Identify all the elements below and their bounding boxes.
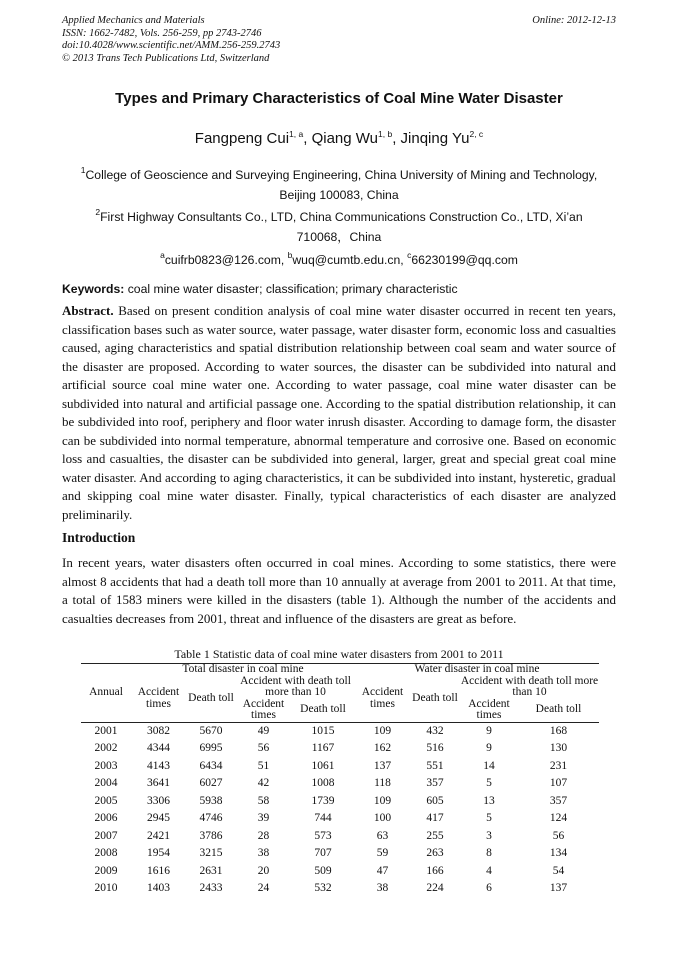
affiliation-sup: 1 bbox=[80, 165, 86, 175]
table-cell: 54 bbox=[552, 864, 565, 877]
table-row bbox=[81, 880, 599, 898]
online-date: Online: 2012-12-13 bbox=[532, 15, 616, 26]
table-cell: 1616 bbox=[147, 864, 170, 877]
table-cell: 432 bbox=[426, 724, 444, 737]
annual-header: Annual bbox=[89, 686, 123, 698]
table-body bbox=[81, 722, 599, 898]
table-cell: 6027 bbox=[199, 777, 223, 789]
accident-times-header: Accident times bbox=[468, 697, 510, 721]
keywords bbox=[62, 279, 616, 299]
year-cell: 2010 bbox=[94, 882, 118, 894]
table-cell: 1015 bbox=[311, 724, 335, 737]
table-cell: 573 bbox=[314, 829, 332, 842]
abstract bbox=[62, 302, 616, 524]
table-cell: 3215 bbox=[199, 847, 223, 859]
table-cell: 509 bbox=[314, 864, 332, 877]
table-cell: 6434 bbox=[199, 759, 223, 772]
table-cell: 1008 bbox=[311, 777, 335, 789]
affiliation-1 bbox=[62, 165, 616, 205]
keywords-label: Keywords: bbox=[62, 282, 125, 296]
table-cell: 3306 bbox=[147, 794, 170, 807]
table-cell: 255 bbox=[426, 829, 444, 842]
table-cell: 39 bbox=[257, 812, 270, 824]
table-cell: 56 bbox=[257, 742, 270, 754]
death-toll-header: Death toll bbox=[188, 691, 234, 704]
table-cell: 4746 bbox=[199, 812, 223, 824]
table-cell: 20 bbox=[257, 864, 270, 877]
author-sup: 2, c bbox=[469, 129, 484, 139]
doi-line: doi:10.4028/www.scientific.net/AMM.256-259.2743 bbox=[62, 40, 281, 51]
table-cell: 109 bbox=[373, 794, 392, 807]
email-sup: a bbox=[160, 250, 165, 260]
table-cell: 3 bbox=[486, 829, 492, 842]
issn-line: ISSN: 1662-7482, Vols. 256-259, pp 2743-2746 bbox=[62, 27, 262, 39]
death-toll-header: Death toll bbox=[412, 691, 458, 704]
table-row bbox=[81, 740, 599, 758]
table-cell: 162 bbox=[373, 742, 392, 754]
author-sup: 1, b bbox=[378, 129, 393, 139]
table-cell: 2631 bbox=[199, 864, 223, 877]
year-cell: 2007 bbox=[94, 829, 118, 842]
table-cell: 357 bbox=[549, 794, 568, 807]
email-address[interactable]: 66230199@qq.com bbox=[411, 253, 518, 267]
table-cell: 5938 bbox=[199, 794, 223, 807]
table-cell: 6995 bbox=[199, 742, 223, 754]
table-row bbox=[81, 775, 599, 793]
copyright-line: © 2013 Trans Tech Publications Ltd, Switzerland bbox=[62, 52, 270, 64]
email-line: $^a$cuifrb0823@126.com, $^b$wuq@cumtb.edu.cn, $^c$66230199@qq.com bbox=[160, 250, 518, 267]
table-cell: 38 bbox=[257, 847, 270, 859]
author-name: Jinqing Yu bbox=[400, 130, 470, 147]
death-toll-header: Death toll bbox=[300, 703, 346, 716]
table-cell: 707 bbox=[314, 847, 332, 859]
affiliation-line: College of Geoscience and Surveying Engineering, China University of Mining and Technology, bbox=[85, 168, 598, 182]
table-cell: 59 bbox=[376, 847, 389, 859]
accident-times-header: Accident times bbox=[242, 697, 285, 721]
subgroup-header-total: Accident with death toll more than 10 bbox=[240, 674, 351, 698]
group-header-water: Water disaster in coal mine bbox=[414, 663, 540, 675]
year-cell: 2008 bbox=[94, 847, 118, 859]
table-row bbox=[81, 810, 599, 828]
table-cell: 58 bbox=[257, 794, 270, 807]
accident-times-header: Accident times bbox=[361, 686, 404, 710]
author-sup: 1, a bbox=[289, 129, 304, 139]
year-cell: 2003 bbox=[94, 759, 118, 772]
table-cell: 1403 bbox=[147, 882, 170, 894]
table-cell: 14 bbox=[483, 759, 495, 772]
table-row bbox=[81, 758, 599, 776]
year-cell: 2005 bbox=[94, 794, 118, 807]
table-cell: 744 bbox=[314, 812, 332, 824]
table-cell: 5 bbox=[486, 812, 492, 824]
table-cell: 49 bbox=[257, 724, 270, 737]
table-row bbox=[81, 722, 599, 740]
group-header-total: Total disaster in coal mine bbox=[182, 663, 304, 675]
table-cell: 109 bbox=[373, 724, 392, 737]
table-cell: 42 bbox=[257, 777, 270, 789]
table-caption: Table 1 Statistic data of coal mine water disasters from 2001 to 2011 bbox=[174, 647, 504, 661]
table-cell: 263 bbox=[426, 847, 444, 859]
table-cell: 118 bbox=[374, 777, 391, 789]
email-sup: b bbox=[287, 250, 293, 260]
paper-title: Types and Primary Characteristics of Coal Mine Water Disaster bbox=[115, 90, 563, 107]
email-address[interactable]: wuq@cumtb.edu.cn bbox=[292, 253, 401, 267]
accident-times-header: Accident times bbox=[137, 686, 180, 710]
table-row bbox=[81, 863, 599, 881]
table-cell: 4143 bbox=[147, 759, 170, 772]
affiliation-line: 710068，China bbox=[296, 230, 382, 244]
table-cell: 417 bbox=[426, 812, 444, 824]
table-cell: 3786 bbox=[199, 829, 223, 842]
year-cell: 2009 bbox=[94, 864, 118, 877]
table-cell: 6 bbox=[486, 882, 492, 894]
table-cell: 166 bbox=[426, 864, 444, 877]
table-cell: 231 bbox=[549, 759, 568, 772]
table-cell: 5670 bbox=[199, 724, 223, 737]
table-cell: 134 bbox=[549, 847, 568, 859]
email-address[interactable]: cuifrb0823@126.com bbox=[164, 253, 281, 267]
keywords-text: coal mine water disaster; classification; primary characteristic bbox=[127, 282, 458, 296]
introduction-text: In recent years, water disasters often occurred in coal mines. According to some statistics, there were almost 8 accidents that had a death toll more than 10 annually at average from 2001 to 2011. At that time, a total of 1583 miners were killed in the disasters (table 1). Although the number of the accidents and casualties decreases from 2001, threat and influence of the disasters are great as before. bbox=[62, 555, 616, 626]
table-cell: 1739 bbox=[311, 794, 335, 807]
table-cell: 1061 bbox=[311, 759, 335, 772]
year-cell: 2004 bbox=[94, 777, 118, 789]
year-cell: 2002 bbox=[94, 742, 118, 754]
table-cell: 532 bbox=[314, 882, 332, 894]
journal-header bbox=[62, 15, 616, 65]
year-cell: 2006 bbox=[94, 812, 118, 824]
table-cell: 1167 bbox=[311, 742, 335, 754]
journal-name: Applied Mechanics and Materials bbox=[62, 15, 205, 26]
abstract-text: Based on present condition analysis of coal mine water disaster occurred in recent ten years, classification bases such as water source, water passage, water disaster form, economic loss and casualties caused, aging characteristics and spatial distribution relationship between coal seam and water source of the disaster are proposed. According to water sources, the disaster can be subdivided into natural and artificial source coal mine water one. According to water passage, coal mine water disaster can be subdivided into natural and artificial passage one. According to the spatial distribution relationship, it can be subdivided into roof, periphery and floor water inrush disaster. According to damage form, the disaster can be subdivided into normal temperature, abnormal temperature and corrosive one. Based on economic loss and casualties, the disaster can be subdivided into general, larger, great and special great coal mine water disaster. And according to aging characteristics, it can be subdivided into instant, hysteretic, gradual and skipping coal mine water disaster. Finally, typical characteristics of each disaster are analyzed preliminarily. bbox=[62, 303, 616, 522]
affiliation-sup: 2 bbox=[95, 207, 101, 217]
author-name: Qiang Wu bbox=[311, 130, 378, 147]
affiliation-line: First Highway Consultants Co., LTD, China Communications Construction Co., LTD, Xi’an bbox=[100, 210, 583, 224]
table-cell: 4 bbox=[486, 864, 492, 877]
table-cell: 107 bbox=[549, 777, 568, 789]
table-cell: 38 bbox=[376, 882, 389, 894]
author-list: Fangpeng Cui$^{1, a}$, Qiang Wu$^{1, b}$, Jinqing Yu$^{2, c}$ bbox=[194, 129, 484, 147]
table-cell: 516 bbox=[426, 742, 444, 754]
table-cell: 124 bbox=[549, 812, 568, 824]
table-row bbox=[81, 828, 599, 846]
table-cell: 9 bbox=[486, 724, 492, 737]
table-cell: 24 bbox=[257, 882, 270, 894]
table-cell: 357 bbox=[426, 777, 444, 789]
subgroup-header-water: Accident with death toll more than 10 bbox=[460, 674, 599, 698]
table-row bbox=[81, 793, 599, 811]
table-cell: 51 bbox=[257, 759, 270, 772]
table-cell: 1954 bbox=[147, 847, 170, 859]
table-cell: 13 bbox=[483, 794, 495, 807]
table-cell: 3641 bbox=[147, 777, 170, 789]
table-cell: 137 bbox=[549, 882, 568, 894]
table-cell: 9 bbox=[486, 742, 492, 754]
table-cell: 551 bbox=[426, 759, 444, 772]
affiliation-line: Beijing 100083, China bbox=[279, 188, 399, 202]
table-row bbox=[81, 845, 599, 863]
table-cell: 130 bbox=[549, 742, 568, 754]
statistics-table bbox=[81, 663, 599, 898]
table-cell: 5 bbox=[486, 777, 492, 789]
table-cell: 28 bbox=[257, 829, 270, 842]
introduction-heading: Introduction bbox=[62, 530, 136, 545]
death-toll-header: Death toll bbox=[535, 703, 582, 716]
table-cell: 2945 bbox=[147, 812, 170, 824]
year-cell: 2001 bbox=[94, 724, 118, 737]
table-cell: 63 bbox=[376, 829, 389, 842]
table-cell: 2421 bbox=[147, 829, 170, 842]
table-cell: 100 bbox=[373, 812, 392, 824]
author-name: Fangpeng Cui bbox=[194, 130, 290, 147]
table-cell: 8 bbox=[486, 847, 492, 859]
email-sup: c bbox=[407, 250, 412, 260]
table-cell: 224 bbox=[426, 882, 444, 894]
affiliation-2 bbox=[62, 207, 616, 247]
table-cell: 4344 bbox=[147, 742, 170, 754]
abstract-label: Abstract. bbox=[62, 303, 114, 318]
table-cell: 137 bbox=[373, 759, 392, 772]
table-cell: 56 bbox=[552, 829, 565, 842]
table-cell: 3082 bbox=[147, 724, 170, 737]
table-cell: 2433 bbox=[199, 882, 223, 894]
table-cell: 47 bbox=[376, 864, 389, 877]
table-cell: 168 bbox=[549, 724, 568, 737]
table-cell: 605 bbox=[426, 794, 444, 807]
